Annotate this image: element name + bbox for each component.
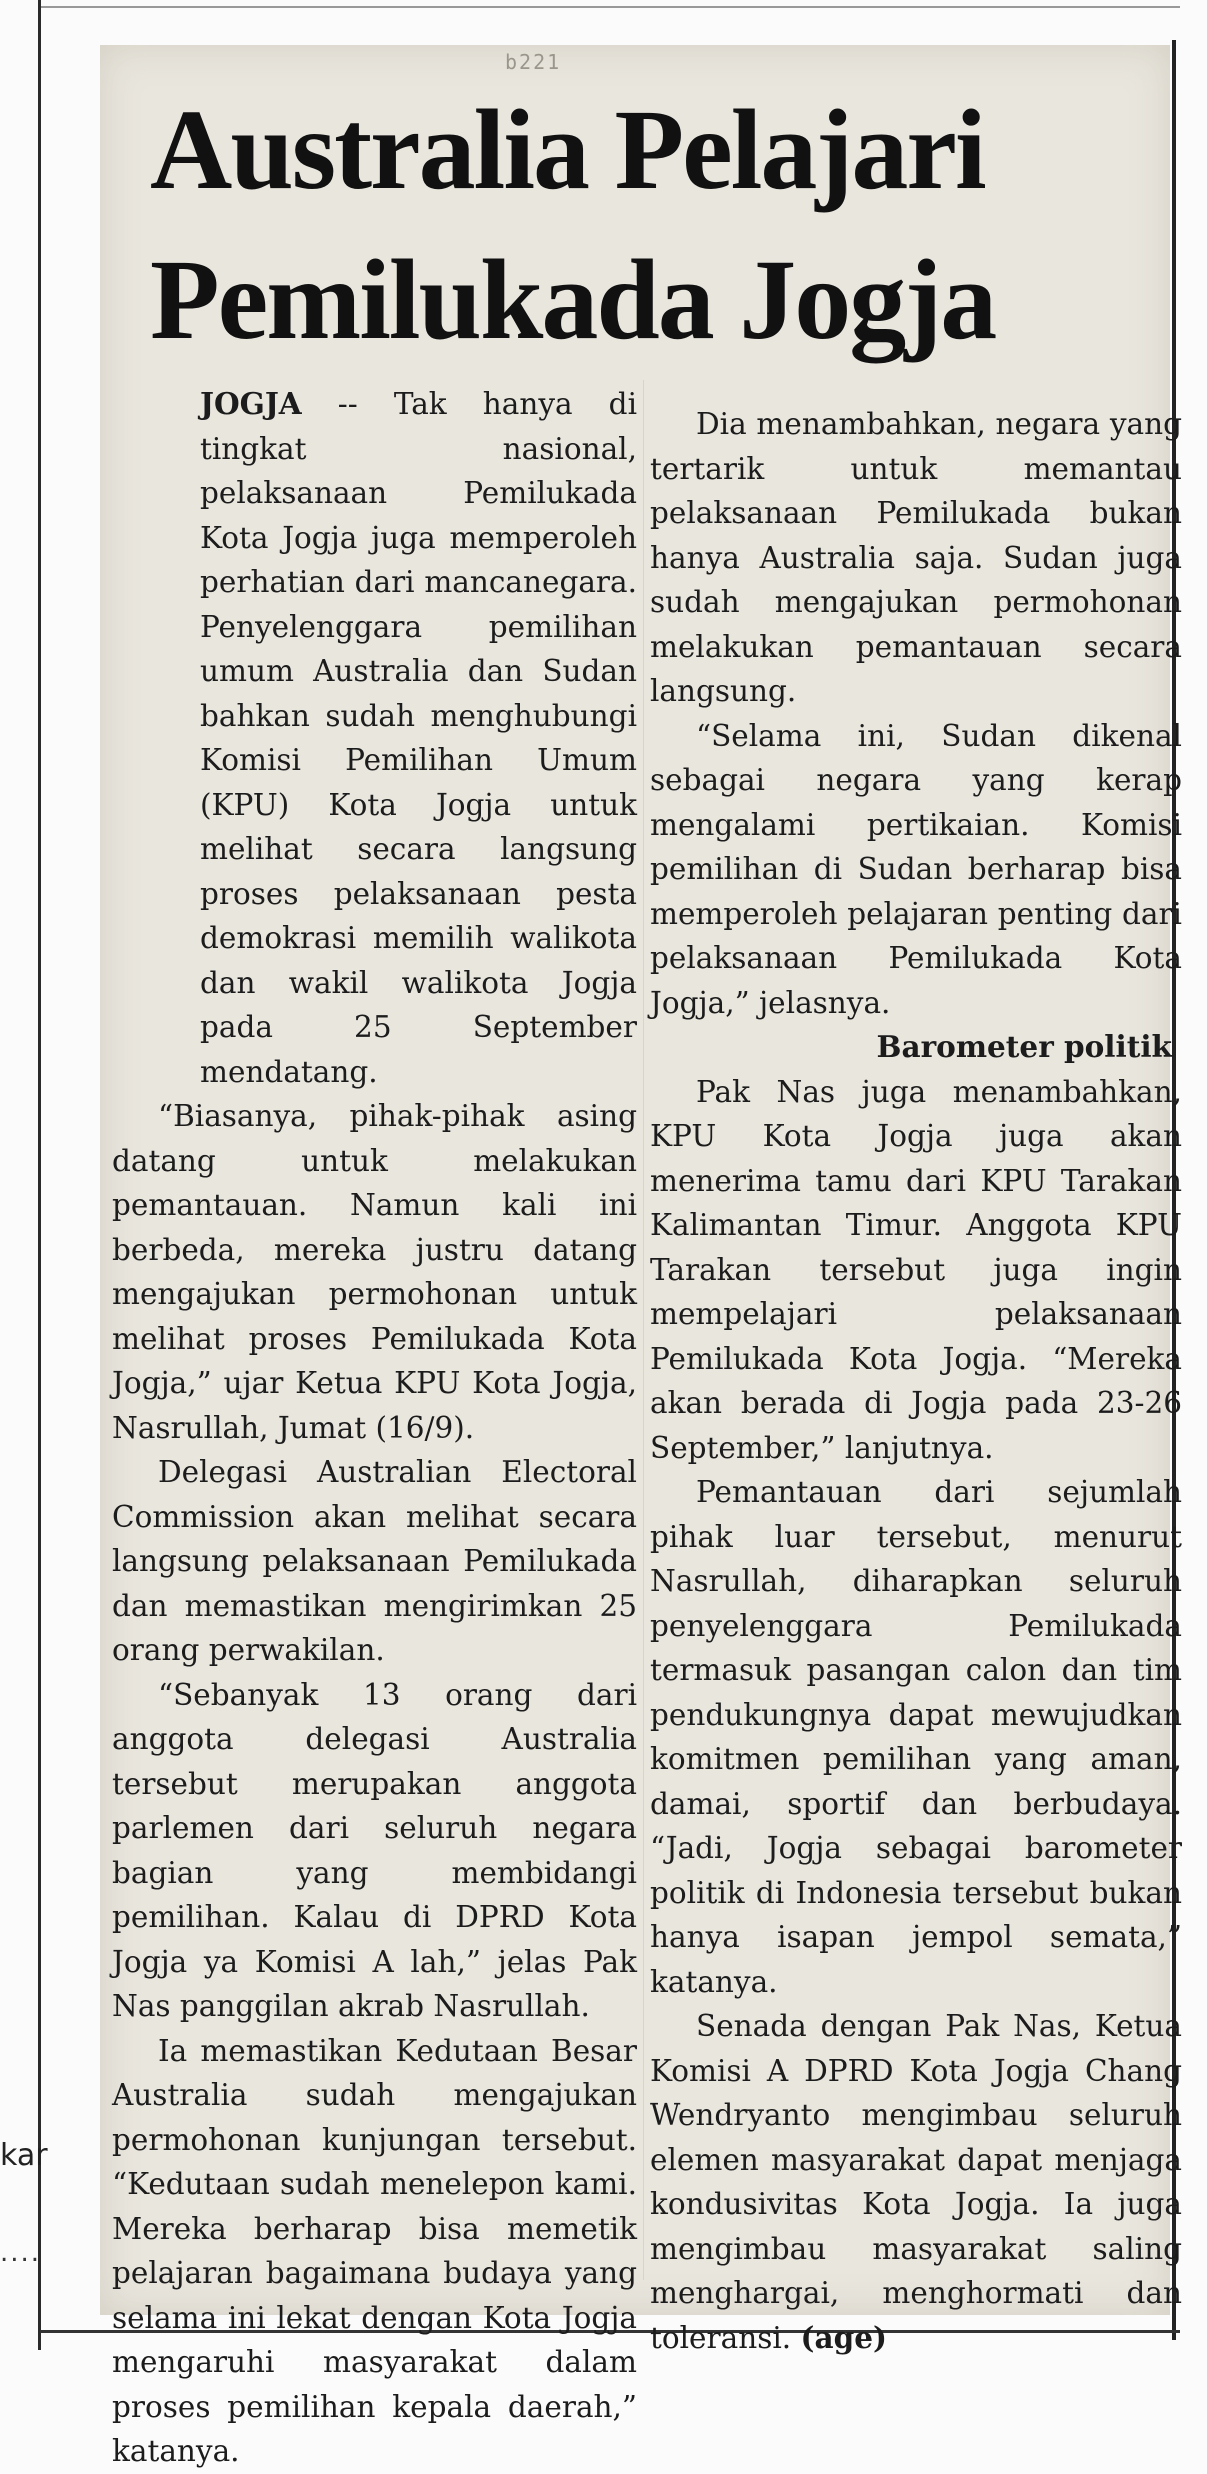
dateline: JOGJA [200, 386, 302, 421]
frame-left-rule [38, 0, 41, 2350]
paragraph: Ia memastikan Kedutaan Besar Australia sudah mengajukan permohonan kunjungan tersebut. “Kedutaan sudah menelepon kami. Mereka berharap bisa memetik pelajaran bagaimana budaya yang selama ini lekat dengan Kota Jogja mengaruhi masyarakat dalam proses pemilihan kepala daerah,” katanya. [112, 2033, 637, 2468]
adjacent-page-fragment: kar [0, 2138, 48, 2173]
author-signoff: (age) [800, 2319, 887, 2355]
article-column-right [650, 402, 1182, 2360]
paragraph-text: Senada dengan Pak Nas, Ketua Komisi A DPRD Kota Jogja Chang Wendryanto mengimbau seluruh elemen masyarakat dapat menjaga kondusivitas Kota Jogja. Ia juga mengimbau masyarakat saling menghargai, menghormati dan toleransi. [650, 2009, 1182, 2355]
paragraph: Pemantauan dari sejumlah pihak luar tersebut, menurut Nasrullah, diharapkan seluruh penyelenggara Pemilukada termasuk pasangan calon dan tim pendukungnya dapat mewujudkan komitmen pemilihan yang aman, damai, sportif dan berbudaya. “Jadi, Jogja sebagai barometer politik di Indonesia tersebut bukan hanya isapan jempol semata,” katanya. [650, 1475, 1182, 1999]
article-headline [150, 75, 1130, 375]
paragraph: Dia menambahkan, negara yang tertarik untuk memantau pelaksanaan Pemilukada bukan hanya Australia saja. Sudan juga sudah mengajukan permohonan melakukan pemantauan secara langsung. [650, 407, 1182, 708]
paragraph: “Biasanya, pihak-pihak asing datang untuk melakukan pemantauan. Namun kali ini berbeda, mereka justru datang mengajukan permohonan untuk melihat proses Pemilukada Kota Jogja,” ujar Ketua KPU Kota Jogja, Nasrullah, Jumat (16/9). [112, 1099, 637, 1445]
archive-stamp: b221 [505, 50, 562, 74]
headline-line-1: Australia Pelajari [150, 86, 985, 213]
paragraph: “Selama ini, Sudan dikenal sebagai negara yang kerap mengalami pertikaian. Komisi pemilihan di Sudan berharap bisa memperoleh pelajaran penting dari pelaksanaan Pemilukada Kota Jogja,” jelasnya. [650, 718, 1182, 1020]
paragraph [650, 2004, 1182, 2360]
article-column-left [112, 382, 637, 2474]
paragraph: “Sebanyak 13 orang dari anggota delegasi Australia tersebut merupakan anggota parlemen dari seluruh negara bagian yang membidangi pemilihan. Kalau di DPRD Kota Jogja ya Komisi A lah,” jelas Pak Nas panggilan akrab Nasrullah. [112, 1677, 637, 2023]
subheading: Barometer politik [876, 1029, 1172, 1064]
column-divider [643, 380, 644, 2280]
paragraph: Delegasi Australian Electoral Commission akan melihat secara langsung pelaksanaan Pemilukada dan memastikan mengirimkan 25 orang perwakilan. [112, 1455, 637, 1667]
adjacent-page-dots: .... [0, 2238, 42, 2268]
paragraph [112, 382, 637, 1094]
paragraph-text: -- Tak hanya di tingkat nasional, pelaksanaan Pemilukada Kota Jogja juga memperoleh perhatian dari mancanegara. Penyelenggara pemilihan umum Australia dan Sudan bahkan sudah menghubungi Komisi Pemilihan Umum (KPU) Kota Jogja untuk melihat secara langsung proses pelaksanaan pesta demokrasi memilih walikota dan wakil walikota Jogja pada 25 September mendatang. [200, 387, 637, 1089]
frame-top-rule [40, 6, 1180, 8]
headline-line-2: Pemilukada Jogja [150, 236, 996, 363]
paragraph: Pak Nas juga menambahkan, KPU Kota Jogja juga akan menerima tamu dari KPU Tarakan Kalimantan Timur. Anggota KPU Tarakan tersebut juga ingin mempelajari pelaksanaan Pemilukada Kota Jogja. “Mereka akan berada di Jogja pada 23-26 September,” lanjutnya. [650, 1074, 1182, 1465]
